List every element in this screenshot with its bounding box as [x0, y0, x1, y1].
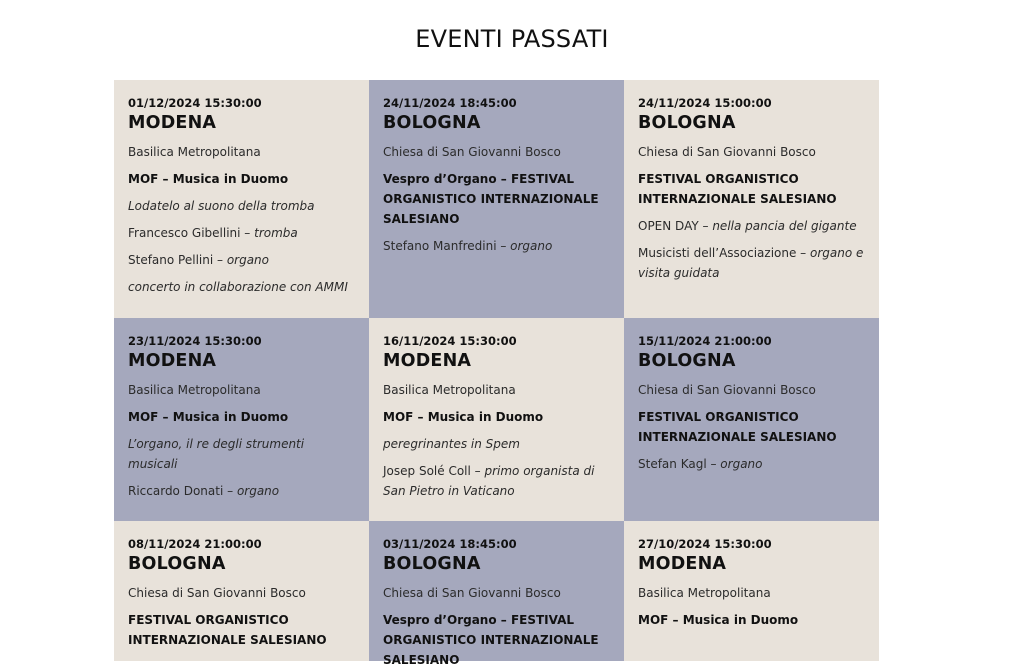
event-series: FESTIVAL ORGANISTICO INTERNAZIONALE SALESIANO	[638, 410, 837, 444]
event-card[interactable]	[114, 318, 369, 521]
event-card[interactable]	[114, 80, 369, 318]
event-venue: Chiesa di San Giovanni Bosco	[638, 383, 816, 397]
event-city: BOLOGNA	[638, 113, 736, 133]
event-city: BOLOGNA	[638, 351, 736, 371]
event-venue: Basilica Metropolitana	[638, 586, 771, 600]
event-program: L’organo, il re degli strumenti musicali	[128, 437, 305, 471]
event-card[interactable]	[624, 318, 879, 521]
event-performer: Stefano Pellini – organo	[128, 253, 270, 267]
event-date: 23/11/2024 15:30:00	[128, 334, 262, 348]
event-venue: Basilica Metropolitana	[383, 383, 516, 397]
event-card[interactable]	[624, 80, 879, 318]
page-title: EVENTI PASSATI	[415, 25, 609, 53]
event-date: 24/11/2024 15:00:00	[638, 96, 772, 110]
event-date: 27/10/2024 15:30:00	[638, 537, 772, 551]
event-note: concerto in collaborazione con AMMI	[128, 280, 348, 294]
event-venue: Basilica Metropolitana	[128, 383, 261, 397]
event-date: 15/11/2024 21:00:00	[638, 334, 772, 348]
event-program: peregrinantes in Spem	[383, 437, 520, 451]
event-series: MOF – Musica in Duomo	[128, 410, 289, 424]
event-city: BOLOGNA	[383, 113, 481, 133]
event-city: MODENA	[128, 113, 217, 133]
event-series: FESTIVAL ORGANISTICO INTERNAZIONALE SALESIANO	[638, 172, 837, 206]
event-card[interactable]	[369, 521, 624, 667]
event-date: 16/11/2024 15:30:00	[383, 334, 517, 348]
event-card[interactable]	[624, 521, 879, 661]
event-city: MODENA	[638, 554, 727, 574]
event-venue: Chiesa di San Giovanni Bosco	[383, 586, 561, 600]
event-performer: Stefan Kagl – organo	[638, 457, 763, 471]
event-date: 24/11/2024 18:45:00	[383, 96, 517, 110]
event-date: 01/12/2024 15:30:00	[128, 96, 262, 110]
event-program: Lodatelo al suono della tromba	[128, 199, 315, 213]
event-performer: Stefano Manfredini – organo	[383, 239, 553, 253]
event-venue: Chiesa di San Giovanni Bosco	[383, 145, 561, 159]
event-date: 03/11/2024 18:45:00	[383, 537, 517, 551]
event-performer: Francesco Gibellini – tromba	[128, 226, 298, 240]
event-program: OPEN DAY – nella pancia del gigante	[638, 219, 857, 233]
events-grid	[114, 80, 879, 667]
event-series: Vespro d’Organo – FESTIVAL ORGANISTICO INTERNAZIONALE SALESIANO	[383, 613, 599, 667]
event-performer: Riccardo Donati – organo	[128, 484, 280, 498]
event-venue: Basilica Metropolitana	[128, 145, 261, 159]
event-performer: Musicisti dell’Associazione – organo e visita guidata	[638, 246, 864, 280]
event-series: MOF – Musica in Duomo	[128, 172, 289, 186]
event-date: 08/11/2024 21:00:00	[128, 537, 262, 551]
event-series: MOF – Musica in Duomo	[638, 613, 799, 627]
event-card[interactable]	[114, 521, 369, 661]
event-city: MODENA	[128, 351, 217, 371]
event-series: Vespro d’Organo – FESTIVAL ORGANISTICO INTERNAZIONALE SALESIANO	[383, 172, 599, 226]
event-card[interactable]	[369, 318, 624, 521]
event-card[interactable]	[369, 80, 624, 318]
event-city: BOLOGNA	[383, 554, 481, 574]
event-series: MOF – Musica in Duomo	[383, 410, 544, 424]
event-venue: Chiesa di San Giovanni Bosco	[128, 586, 306, 600]
event-city: BOLOGNA	[128, 554, 226, 574]
event-venue: Chiesa di San Giovanni Bosco	[638, 145, 816, 159]
event-city: MODENA	[383, 351, 472, 371]
event-performer: Josep Solé Coll – primo organista di San Pietro in Vaticano	[383, 464, 595, 498]
event-series: FESTIVAL ORGANISTICO INTERNAZIONALE SALESIANO	[128, 613, 327, 647]
